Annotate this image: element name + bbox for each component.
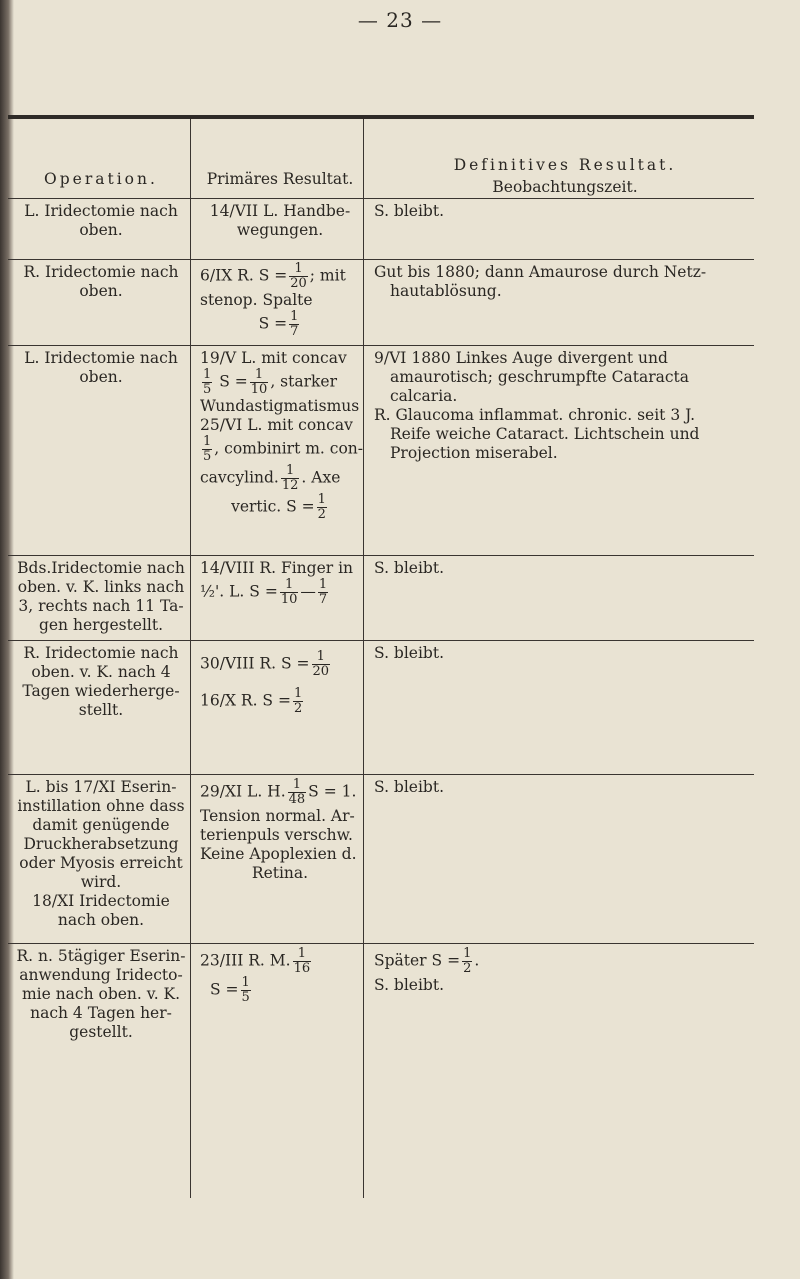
table-row-1-operation: L. Iridectomie nach oben. <box>24 202 178 239</box>
table-row-4-operation: Bds.Iridectomie nach oben. v. K. links nach 3, rechts nach 11 Ta- gen hergestellt. <box>17 559 185 634</box>
table-row-5-operation: R. Iridectomie nach oben. v. K. nach 4 Tagen wiederherge- stellt. <box>22 644 180 719</box>
header-definitive-result: Definitives Resultat. Beobachtungszeit. <box>453 156 677 196</box>
row-divider <box>8 640 754 641</box>
table-row-3-definitive: 9/VI 1880 Linkes Auge divergent und amaurotisch; geschrumpfte Cataracta calcaria. R. Glaucoma inflammat. chronic. seit 3 J. Reife weiche Cataract. Lichtschein und Projection miserabel. <box>374 349 700 462</box>
table-row-3-primary: 19/V L. mit concav $\frac{1}{5}$ S = $\frac{1}{10}$ , starker Wundastigmatismus 25/VI L. mit concav $\frac{1}{5}$ , combinirt m. con- cavcylind. $\frac{1}{12}$ . Axe vertic. S = $\frac{1}{2}$ <box>200 349 364 522</box>
header-primary-result: Primäres Resultat. <box>206 170 354 188</box>
column-divider-1 <box>190 119 191 1198</box>
table-row-5-primary: 30/VIII R. S = $\frac{1}{20}$ 16/X R. S = $\frac{1}{2}$ <box>200 649 330 716</box>
table-row-6-primary: 29/XI L. H. $\frac{1}{48}$ S = 1. Tension normal. Ar- terienpuls verschw. Keine Apoplexien d. Retina. <box>200 777 357 882</box>
table-row-7-primary: 23/III R. M. $\frac{1}{16}$ S = $\frac{1}{5}$ <box>200 946 311 1005</box>
table-row-6-definitive: S. bleibt. <box>374 778 445 796</box>
table-row-6-operation: L. bis 17/XI Eserin- instillation ohne dass damit genügende Druckherabsetzung oder Myosis erreicht wird. 18/XI Iridectomie nach oben. <box>17 778 185 929</box>
table-row-1-definitive: S. bleibt. <box>374 202 445 220</box>
table-row-7-definitive: Später S = $\frac{1}{2}$ . S. bleibt. <box>374 946 480 994</box>
table-row-2-operation: R. Iridectomie nach oben. <box>23 263 179 300</box>
table-row-3-operation: L. Iridectomie nach oben. <box>24 349 178 386</box>
row-divider <box>8 259 754 260</box>
table-row-4-primary: 14/VIII R. Finger in ½'. L. S = $\frac{1}{10}$ — $\frac{1}{7}$ <box>200 559 354 607</box>
row-divider <box>8 345 754 346</box>
row-divider <box>8 774 754 775</box>
header-operation: Operation. <box>44 170 158 188</box>
row-divider <box>8 198 754 199</box>
table-row-4-definitive: S. bleibt. <box>374 559 445 577</box>
table-row-2-primary: 6/IX R. S = $\frac{1}{20}$ ; mit stenop. Spalte S = $\frac{1}{7}$ <box>200 261 346 339</box>
row-divider <box>8 555 754 556</box>
row-divider <box>8 943 754 944</box>
table-row-7-operation: R. n. 5tägiger Eserin- anwendung Iridecto- mie nach oben. v. K. nach 4 Tagen her- gestellt. <box>16 947 186 1041</box>
table-row-1-primary: 14/VII L. Handbe- wegungen. <box>209 202 351 239</box>
table-row-5-definitive: S. bleibt. <box>374 644 445 662</box>
table-top-rule <box>8 115 754 119</box>
page-number: — 23 — <box>357 8 443 32</box>
table-row-2-definitive: Gut bis 1880; dann Amaurose durch Netz- hautablösung. <box>374 263 707 300</box>
